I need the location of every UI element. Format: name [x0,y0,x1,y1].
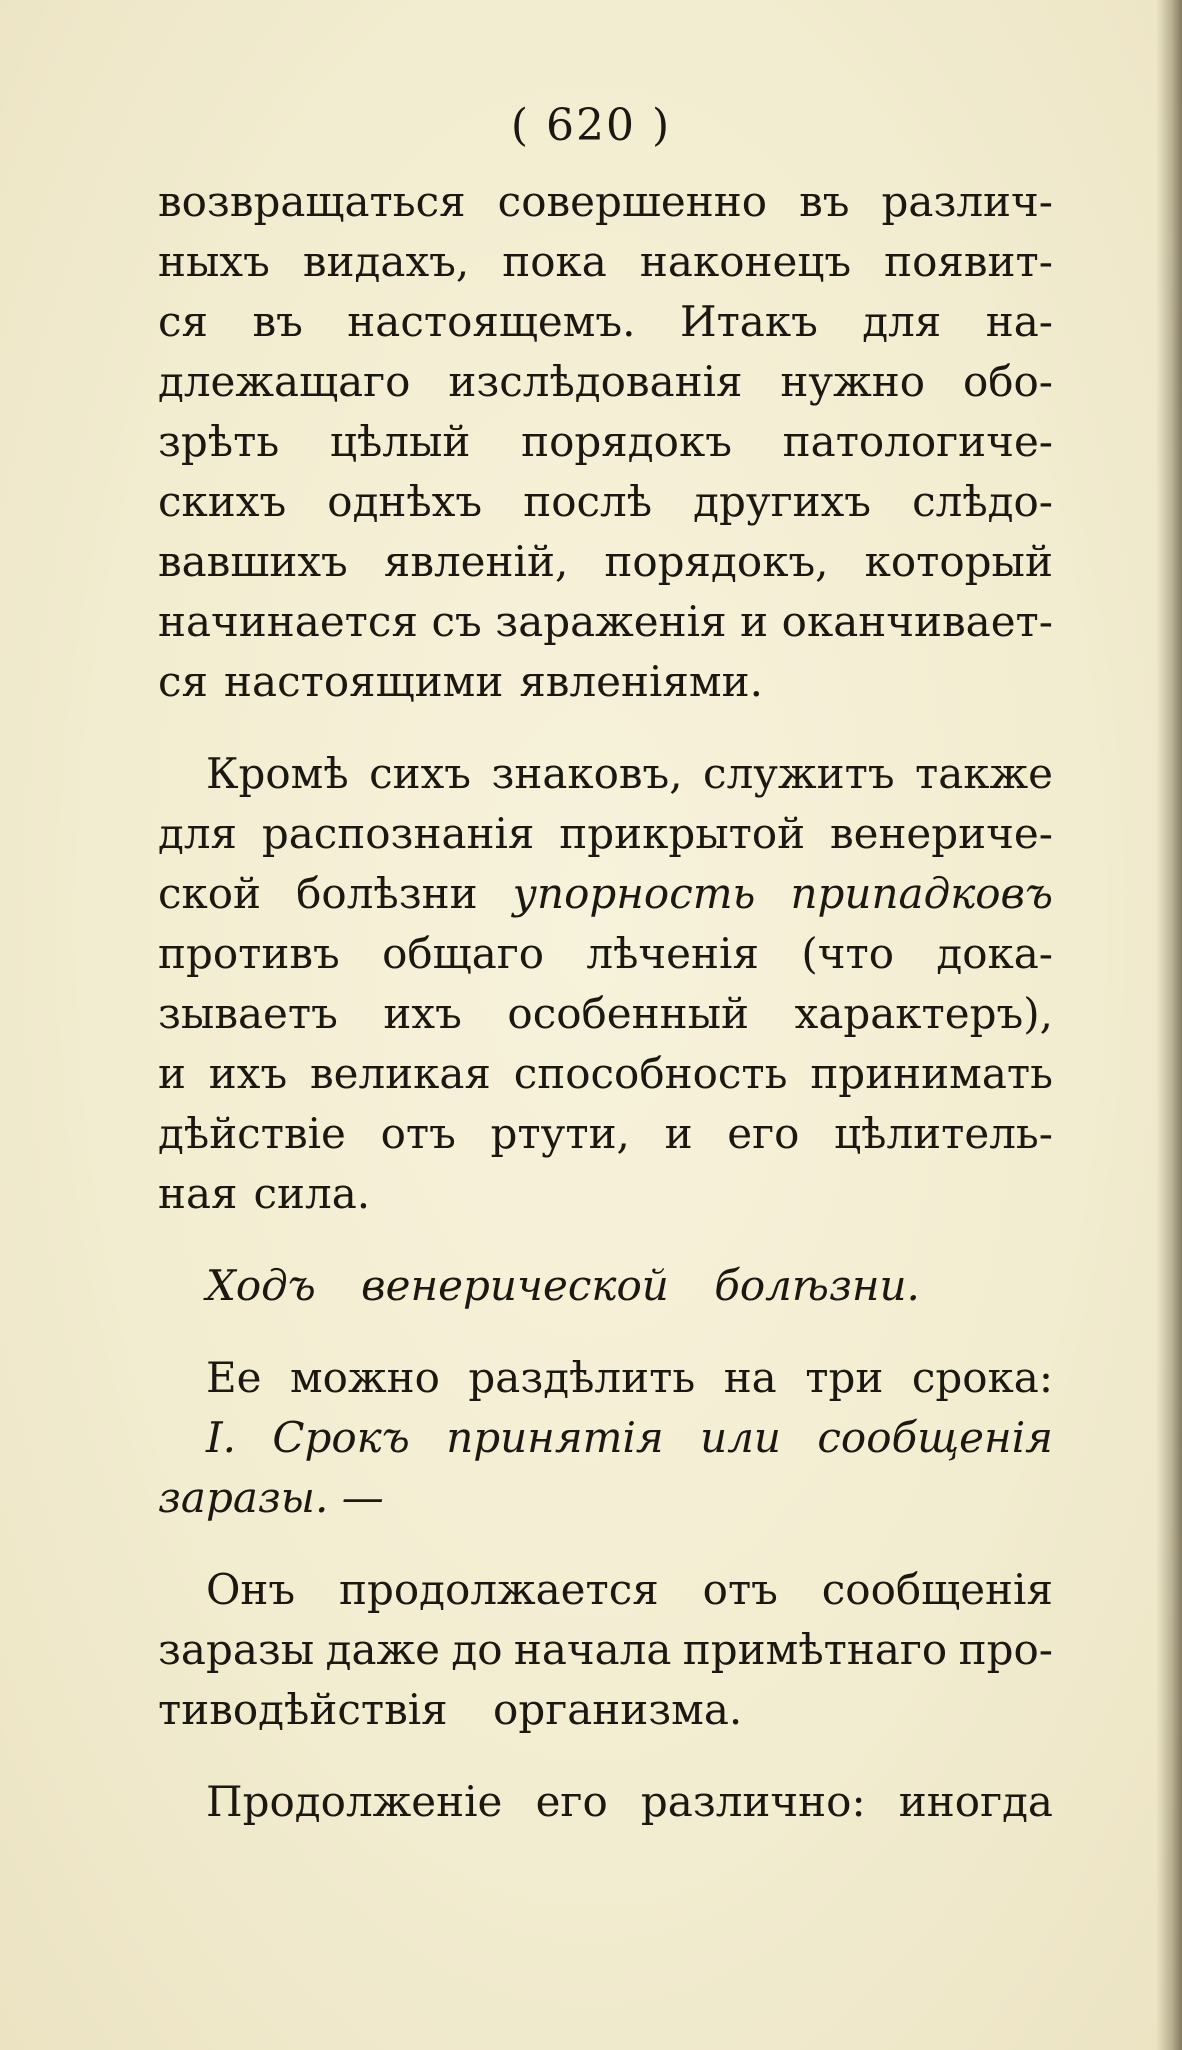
word: который [864,537,1053,586]
word: противъ [158,929,340,978]
word: прикрытой [559,809,806,858]
text-line [158,1256,1053,1316]
word: вавшихъ [158,537,348,586]
word: и [664,1109,693,1158]
word: Продолженіе [206,1777,503,1826]
word: I. [206,1413,236,1462]
word: венерической [361,1261,669,1310]
word: упорность [512,869,756,918]
word: продолжается [339,1565,659,1614]
word: Ее [206,1353,262,1402]
word: отъ [380,1109,456,1158]
word: общаго [382,929,545,978]
word: различ- [881,177,1053,226]
word: послѣ [523,477,653,526]
text-line [158,1468,1053,1528]
word: скихъ [158,477,287,526]
word: про- [958,1625,1053,1674]
word: другихъ [693,477,872,526]
word: можно [290,1353,440,1402]
word: настоящемъ. [347,297,636,346]
word: наконецъ [639,237,852,286]
text-line [158,804,1053,864]
text-line [158,592,1053,652]
word: въ [799,177,850,226]
word: однѣхъ [327,477,483,526]
word: (что [801,929,894,978]
word: совершенно [497,177,768,226]
word: ихъ [383,989,462,1038]
word: сообщенія [821,1565,1053,1614]
word: Кромѣ [206,749,349,798]
word: въ [252,297,303,346]
text-line [158,1680,1053,1740]
word: срока: [911,1353,1053,1402]
word: болѣзни. [714,1261,920,1310]
word: для [862,297,942,346]
text-line [158,232,1053,292]
word: сила. [253,1169,371,1218]
word: особенный [507,989,750,1038]
word: знаковъ, [491,749,683,798]
word: примѣтнаго [682,1625,948,1674]
text-line [158,1104,1053,1164]
text-line [158,744,1053,804]
page-number: ( 620 ) [510,100,672,151]
word: ихъ [208,1049,288,1098]
body-text [158,172,1053,1832]
word: видахъ, [302,237,470,286]
paragraph-gap [158,712,1053,744]
word [685,1256,698,1316]
word: великая [309,1049,491,1098]
word: Итакъ [679,297,818,346]
word: зараженія [495,597,727,646]
paragraph-gap [158,1316,1053,1348]
word: начала [513,1625,672,1674]
word: длежащаго [158,357,411,406]
word: съ [431,597,482,646]
word: патологиче- [782,417,1053,466]
word: заразы [158,1625,315,1674]
word: нужно [780,357,926,406]
word: служитъ [703,749,895,798]
word: оканчивает- [781,597,1053,646]
text-line [158,1560,1053,1620]
word: также [914,749,1053,798]
text-line [158,1772,1053,1832]
word: три [805,1353,884,1402]
word: Онъ [206,1565,296,1614]
word: ся [158,657,209,706]
word: изслѣдованія [448,357,743,406]
word [332,1256,345,1316]
word: иногда [898,1777,1053,1826]
word: цѣлый [329,417,471,466]
word: зрѣть [158,417,280,466]
word: начинается [158,597,418,646]
word: дѣйствіе [158,1109,346,1158]
page-edge-shadow [1156,0,1182,2050]
word: на- [985,297,1053,346]
word: ная [158,1169,238,1218]
word: и [740,597,769,646]
word: или [700,1413,781,1462]
text-line [158,172,1053,232]
text-line [158,1044,1053,1104]
paragraph-gap [158,1224,1053,1256]
word: цѣлитель- [834,1109,1053,1158]
word: характеръ), [794,989,1053,1038]
text-line [158,532,1053,592]
word: дока- [936,929,1053,978]
word: тиводѣйствія [158,1685,448,1734]
word: порядокъ, [604,537,829,586]
word: зываетъ [158,989,338,1038]
text-line [158,924,1053,984]
word: отъ [702,1565,778,1614]
word: для [158,809,238,858]
word: ныхъ [158,237,270,286]
text-line [158,1408,1053,1468]
text-line [158,292,1053,352]
text-line [158,412,1053,472]
word [464,1680,477,1740]
word: настоящими [224,657,504,706]
word: ртути, [490,1109,630,1158]
word: лѣченія [586,929,759,978]
word: организма. [493,1685,743,1734]
word: возвращаться [158,177,466,226]
word: Ходъ [206,1261,316,1310]
text-line [158,652,1053,712]
word: распознанія [261,809,535,858]
word: раздѣлить [468,1353,696,1402]
word: появит- [884,237,1053,286]
text-line [158,352,1053,412]
word: принятія [446,1413,664,1462]
text-line [158,1620,1053,1680]
word: различно: [640,1777,866,1826]
word: обо- [962,357,1053,406]
word: ся [158,297,209,346]
word: пока [502,237,607,286]
word: его [727,1109,800,1158]
word: явленій, [383,537,569,586]
word: сообщенія [817,1413,1053,1462]
text-line [158,1164,1053,1224]
text-line [158,864,1053,924]
paragraph-gap [158,1528,1053,1560]
word: на [723,1353,777,1402]
word: Срокъ [272,1413,410,1462]
word: принимать [810,1049,1053,1098]
word: даже [325,1625,440,1674]
word: до [451,1625,503,1674]
word: явленіями. [519,657,763,706]
word: ской [158,869,262,918]
paragraph-gap [158,1740,1053,1772]
word: припадковъ [790,869,1053,918]
word: заразы. — [158,1473,384,1522]
text-line [158,984,1053,1044]
word: и [158,1049,186,1098]
word: его [535,1777,608,1826]
word: болѣзни [296,869,478,918]
word: сихъ [369,749,472,798]
text-line [158,472,1053,532]
word: порядокъ [521,417,732,466]
word: способность [513,1049,788,1098]
word: слѣдо- [912,477,1053,526]
text-line [158,1348,1053,1408]
word: венериче- [829,809,1053,858]
